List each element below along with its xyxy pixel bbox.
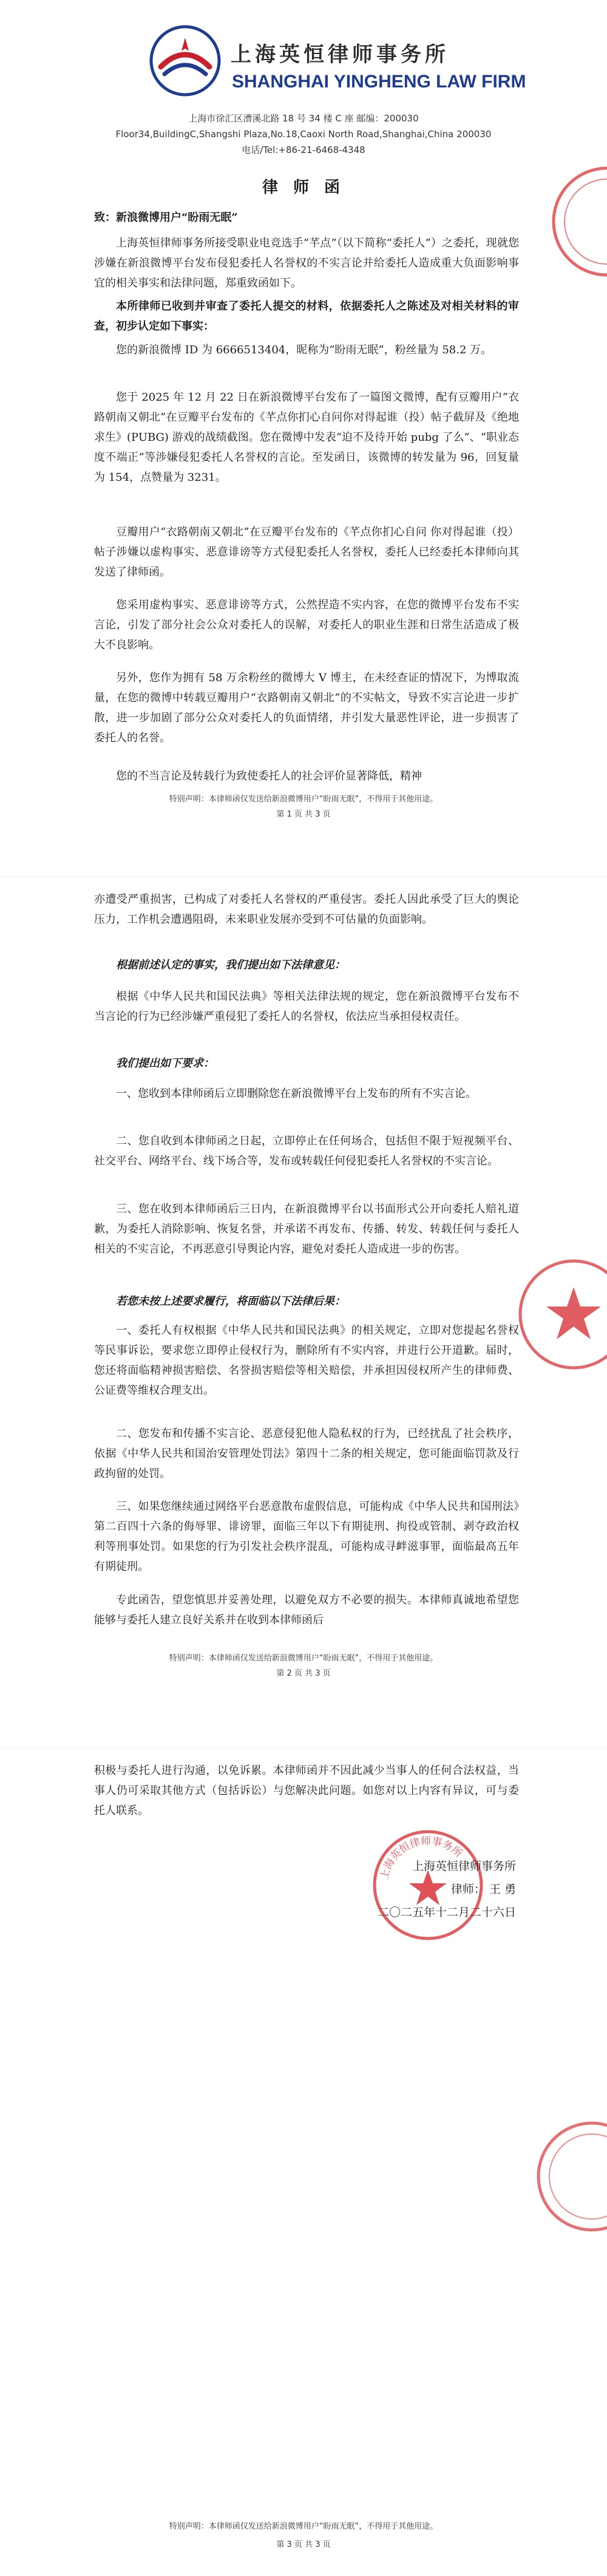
paragraph: 豆瓣用户“衣路朝南又朝北”在豆瓣平台发布的《芊点你扪心自问 你对得起谁（投）帖子涉嫌以虚构事实、恶意诽谤等方式侵犯委托人名誉权，委托人已经委托本律师向其发送了律师函。 xyxy=(94,526,519,579)
letter-page-2 xyxy=(0,877,607,1748)
paragraph: 二、您自收到本律师函之日起，立即停止在任何场合，包括但不限于短视频平台、社交平台、网络平台、线下场合等，发布或转载任何侵犯委托人名誉权的不实言论。 xyxy=(94,1135,519,1167)
paragraph: 我们提出如下要求： xyxy=(116,1057,214,1070)
footer-notice: 特别声明：本律师函仅发送给新浪微博用户“盼雨无眠”，不得用于其他用途。 xyxy=(169,1654,438,1663)
signature-date: 二〇二五年十二月二十六日 xyxy=(377,1906,516,1919)
paragraph: 您的不当言论及转载行为致使委托人的社会评价显著降低，精神 xyxy=(116,770,422,783)
paragraph: 若您未按上述要求履行，将面临以下法律后果： xyxy=(116,1295,345,1308)
paragraph: 三、您在收到本律师函后三日内，在新浪微博平台以书面形式公开向委托人赔礼道歉，为委托人消除影响、恢复名誉，并承诺不再发布、传播、转发、转载任何与委托人相关的不实言论，不再恶意引导舆论内容，避免对委托人造成进一步的伤害。 xyxy=(94,1203,519,1256)
letter-page-1 xyxy=(0,0,607,877)
paragraph: 二、您发布和传播不实言论、恶意侵犯他人隐私权的行为，已经扰乱了社会秩序，依据《中华人民共和国治安管理处罚法》第四十二条的相关规定，您可能面临罚款及行政拘留的处罚。 xyxy=(94,1427,519,1480)
signature-block xyxy=(378,1855,516,1924)
paragraph: 您于 2025 年 12 月 22 日在新浪微博平台发布了一篇图文微博，配有豆瓣用户“衣路朝南又朝北”在豆瓣平台发布的《芊点你扪心自问你对得起谁（投）帖子截屏及《绝地求生》(PUBG) 游戏的战绩截图。您在微博中发表“迫不及待开始 pubg 了么”、“职业态度不端正”等涉嫌侵犯委托人名誉权的言论。至发函日，该微博的转发量为 96，回复量为 154，点赞量为 3231。 xyxy=(94,391,519,484)
firm-logo-icon xyxy=(149,24,222,97)
paragraph: 另外，您作为拥有 58 万余粉丝的微博大 V 博主，在未经查证的情况下，为博取流量，在您的微博中转载豆瓣用户“衣路朝南又朝北”的不实帖文，导致不实言论进一步扩散，进一步加剧了部分公众对委托人的负面情绪，并引发大量恶性评论，进一步损害了委托人的名誉。 xyxy=(94,671,519,744)
footer-notice: 特别声明：本律师函仅发送给新浪微博用户“盼雨无眠”，不得用于其他用途。 xyxy=(169,2522,438,2531)
paragraph: 您采用虚构事实、恶意诽谤等方式，公然捏造不实内容，在您的微博平台发布不实言论，引发了部分社会公众对委托人的误解，对委托人的职业生涯和日常生活造成了极大不良影响。 xyxy=(94,599,519,651)
signature-firm: 上海英恒律师事务所 xyxy=(412,1860,516,1873)
paragraph: 一、委托人有权根据《中华人民共和国民法典》的相关规定，立即对您提起名誉权等民事诉讼，要求您立即停止侵权行为，删除所有不实内容，并进行公开道歉。届时，您还将面临精神损害赔偿、名誉损害赔偿等相关赔偿，并承担因侵权所产生的律师费、公证费等维权合理支出。 xyxy=(94,1324,519,1397)
letterhead xyxy=(0,24,607,164)
paragraph: 本所律师已收到并审查了委托人提交的材料，依据委托人之陈述及对相关材料的审查，初步认定如下事实： xyxy=(94,300,519,333)
paragraph: 根据前述认定的事实，我们提出如下法律意见： xyxy=(116,959,345,971)
paragraph: 专此函告，望您慎思并妥善处理，以避免双方不必要的损失。本律师真诚地希望您能够与委托人建立良好关系并在收到本律师函后 xyxy=(94,1594,519,1626)
paragraph: 您的新浪微博 ID 为 6666513404，昵称为“盼雨无眠”，粉丝量为 58.2 万。 xyxy=(116,344,492,356)
letter-title: 律 师 函 xyxy=(262,178,345,197)
page-number: 第 3 页 共 3 页 xyxy=(276,2540,331,2549)
seal-stamp-edge-icon xyxy=(534,2119,607,2234)
address-cn: 上海市徐汇区漕溪北路 18 号 34 楼 C 座 邮编：200030 xyxy=(188,113,419,124)
paragraph: 上海英恒律师事务所接受职业电竞选手“芊点”（以下简称“委托人”）之委托，现就您涉嫌在新浪微博平台发布侵犯委托人名誉权的不实言论并给委托人造成重大负面影响事宜的相关事实和法律问题，郑重致函如下。 xyxy=(94,237,519,290)
firm-name-en: SHANGHAI YINGHENG LAW FIRM xyxy=(232,72,526,92)
address-en: Floor34,BuildingC,Shangshi Plaza,No.18,Caoxi North Road,Shanghai,China 200030 xyxy=(115,129,492,140)
recipient: 致：新浪微博用户“盼雨无眠” xyxy=(94,211,238,224)
letter-page-3 xyxy=(0,1748,607,2576)
signature-lawyer: 律师： 王 勇 xyxy=(450,1883,516,1896)
paragraph: 一、您收到本律师函后立即删除您在新浪微博平台上发布的所有不实言论。 xyxy=(116,1087,476,1100)
seal-stamp-edge-icon xyxy=(549,164,607,279)
paragraph: 根据《中华人民共和国民法典》等相关法律法规的规定，您在新浪微博平台发布不当言论的行为已经涉嫌严重侵犯了委托人的名誉权，依法应当承担侵权责任。 xyxy=(94,990,519,1023)
seal-text: 上海英恒律师事务所 xyxy=(378,1835,465,1881)
firm-address xyxy=(0,110,607,158)
page-number: 第 2 页 共 3 页 xyxy=(276,1669,331,1678)
page-number: 第 1 页 共 3 页 xyxy=(276,810,331,819)
paragraph: 三、如果您继续通过网络平台恶意散布虚假信息，可能构成《中华人民共和国刑法》第二百四十六条的侮辱罪、诽谤罪，面临三年以下有期徒刑、拘役或管制、剥夺政治权利等刑事处罚。如果您的行为引发社会秩序混乱，可能构成寻衅滋事罪，面临最高五年有期徒刑。 xyxy=(94,1500,519,1573)
footer-notice: 特别声明：本律师函仅发送给新浪微博用户“盼雨无眠”，不得用于其他用途。 xyxy=(169,795,438,804)
phone: 电话/Tel:+86-21-6468-4348 xyxy=(242,144,365,155)
seal-stamp-edge-icon xyxy=(516,1257,607,1372)
paragraph: 亦遭受严重损害，已构成了对委托人名誉权的严重侵害。委托人因此承受了巨大的舆论压力，工作机会遭遇阻碍，未来职业发展亦受到不可估量的负面影响。 xyxy=(94,893,519,926)
paragraph: 积极与委托人进行沟通，以免诉累。本律师函并不因此减少当事人的任何合法权益，当事人仍可采取其他方式（包括诉讼）与您解决此问题。如您对以上内容有异议，可与委托人联系。 xyxy=(94,1764,519,1817)
firm-name-cn: 上海英恒律师事务所 xyxy=(231,42,449,67)
